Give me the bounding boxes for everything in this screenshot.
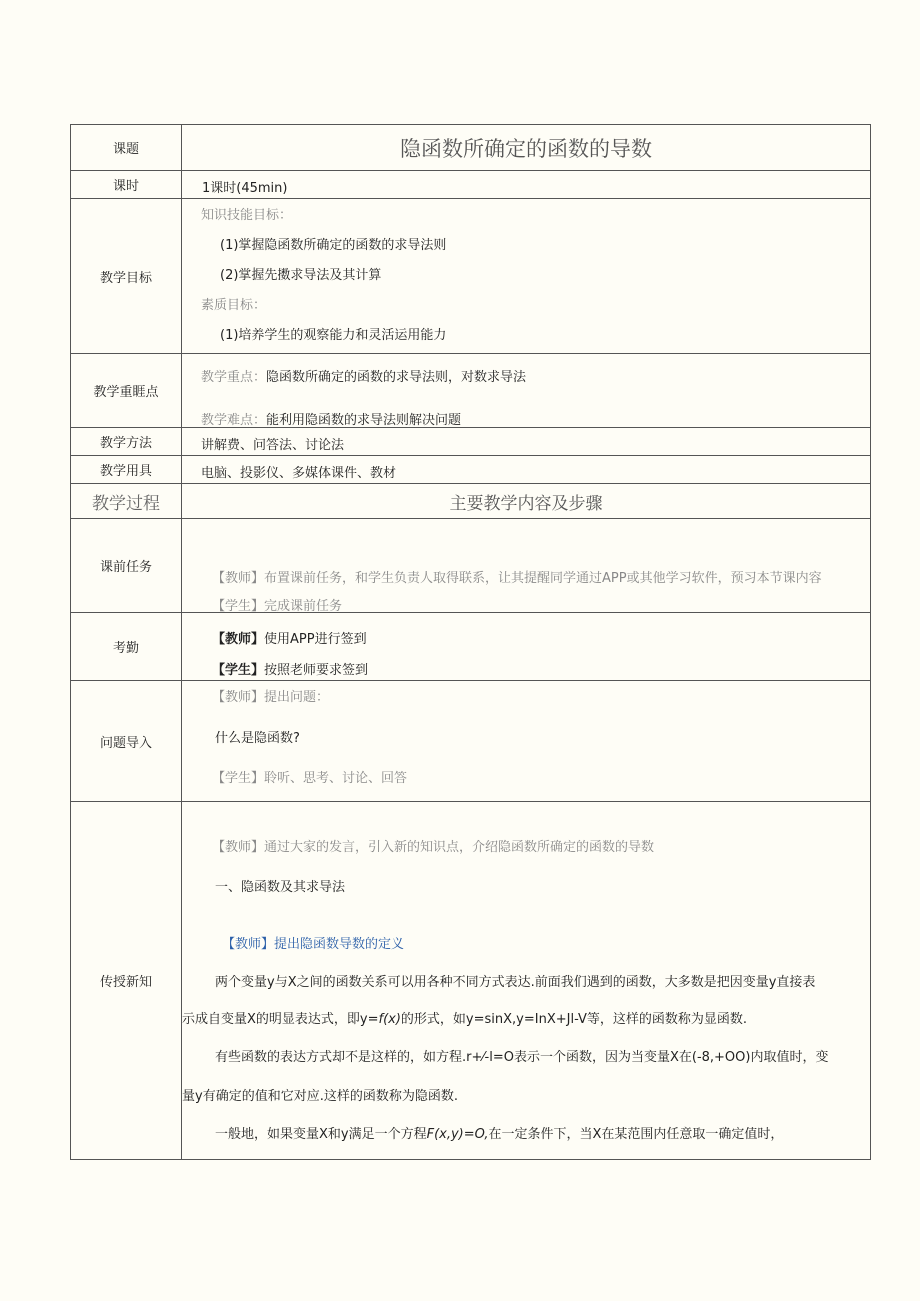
paragraph-1b-pre: 示成自变量X的明显表达式，即y= <box>182 1012 379 1027</box>
method-value: 讲解费、问答法、讨论法 <box>201 438 345 453</box>
topic-label: 课题 <box>71 125 182 170</box>
lesson-title: 隐函数所确定的函数的导数 <box>400 136 652 161</box>
tools-value: 电脑、投影仪、多媒体课件、教材 <box>201 466 397 481</box>
key-prefix: 教学重点： <box>201 370 267 385</box>
knowledge-item-1: (1)掌握隐函数所确定的函数的求导法则 <box>220 238 447 253</box>
paragraph-3-math: F(x,y)=O, <box>426 1127 489 1142</box>
hours-label: 课时 <box>71 171 182 198</box>
process-label: 教学过程 <box>71 484 182 518</box>
definition-teacher: 【教师】提出隐函数导数的定义 <box>222 937 405 952</box>
paragraph-1b-post: 的形式，如y=sinX,y=InX+Jl-V等，这样的函数称为显函数. <box>400 1012 748 1027</box>
intro-question: 什么是隐函数? <box>215 731 300 746</box>
row-tools <box>71 456 870 484</box>
paragraph-3-post: 在一定条件下，当X在某范围内任意取一确定值时， <box>488 1127 784 1142</box>
attendance-student-tag: 【学生】 <box>212 663 265 678</box>
key-point <box>201 366 526 385</box>
attendance-student-text: 按照老师要求签到 <box>264 663 369 678</box>
paragraph-3 <box>215 1123 783 1142</box>
pre-task-student: 【学生】完成课前任务 <box>212 599 343 612</box>
process-header: 主要教学内容及步骤 <box>449 493 603 514</box>
intro-label: 问题导入 <box>71 681 182 801</box>
knowledge-item-2: (2)掌握先擞求导法及其计算 <box>220 268 382 283</box>
attendance-student <box>212 659 368 678</box>
new-knowledge-label: 传授新知 <box>71 802 182 1159</box>
tools-label: 教学用具 <box>71 456 182 483</box>
paragraph-2a: 有些函数的表达方式却不是这样的，如方程.r+⁄-l=O表示一个函数，因为当变量X在(-8,+OO)内取值时，变 <box>215 1050 829 1065</box>
row-process-header <box>71 484 870 519</box>
row-new-knowledge <box>71 802 870 1159</box>
intro-teacher: 【教师】提出问题： <box>212 690 330 705</box>
hard-point <box>201 409 461 427</box>
row-hours <box>71 171 870 199</box>
row-method <box>71 428 870 456</box>
row-pre-task <box>71 519 870 613</box>
row-attendance <box>71 613 870 681</box>
lesson-plan-table <box>70 124 871 1160</box>
row-intro <box>71 681 870 802</box>
pre-task-label: 课前任务 <box>71 519 182 612</box>
row-keypoints <box>71 354 870 428</box>
paragraph-1b <box>182 1008 747 1027</box>
knowledge-heading: 知识技能目标： <box>201 208 293 223</box>
attendance-label: 考勤 <box>71 613 182 680</box>
new-teacher-intro: 【教师】通过大家的发言，引入新的知识点，介绍隐函数所确定的函数的导数 <box>212 840 655 855</box>
paragraph-2b: 量y有确定的值和它对应.这样的函数称为隐函数. <box>182 1089 458 1104</box>
hours-value: 1课时(45min) <box>202 181 288 196</box>
paragraph-3-pre: 一般地，如果变量X和y满足一个方程 <box>215 1127 427 1142</box>
attendance-teacher-text: 使用APP进行签到 <box>264 632 367 647</box>
paragraph-1b-math: f(x) <box>378 1012 401 1027</box>
section-heading-1: 一、隐函数及其求导法 <box>215 880 346 895</box>
attendance-teacher-tag: 【教师】 <box>212 632 265 647</box>
attendance-teacher <box>212 628 367 647</box>
intro-student: 【学生】聆听、思考、讨论、回答 <box>212 771 408 786</box>
row-objectives <box>71 199 870 354</box>
key-text: 隐函数所确定的函数的求导法则，对数求导法 <box>266 370 527 385</box>
objectives-label: 教学目标 <box>71 199 182 353</box>
quality-item-1: (1)培养学生的观察能力和灵活运用能力 <box>220 328 447 343</box>
hard-text: 能利用隐函数的求导法则解决问题 <box>266 413 462 427</box>
keypoints-label: 教学重睚点 <box>71 354 182 427</box>
hard-prefix: 教学难点： <box>201 413 267 427</box>
method-label: 教学方法 <box>71 428 182 455</box>
quality-heading: 素质目标： <box>201 298 267 313</box>
row-topic <box>71 125 870 171</box>
pre-task-teacher: 【教师】布置课前任务，和学生负责人取得联系，让其提醒同学通过APP或其他学习软件，预习本节课内容 <box>212 571 822 586</box>
paragraph-1a: 两个变量y与X之间的函数关系可以用各种不同方式表达.前面我们遇到的函数，大多数是把因变量y直接表 <box>215 975 816 990</box>
